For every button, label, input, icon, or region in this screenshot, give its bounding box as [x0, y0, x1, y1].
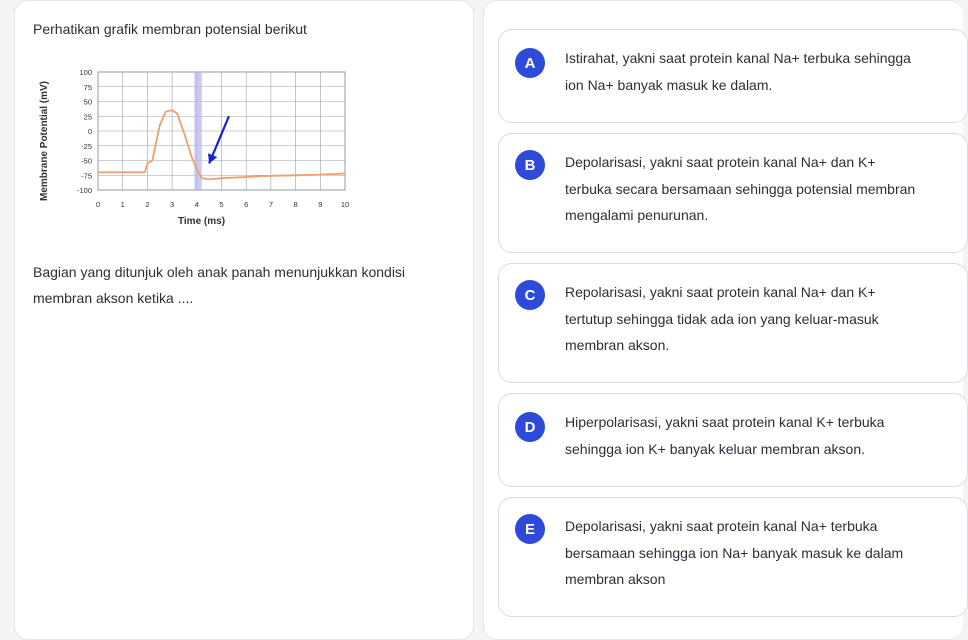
y-tick-label: 50 [83, 97, 92, 107]
y-tick-label: 100 [79, 68, 92, 77]
x-tick-label: 3 [170, 200, 175, 209]
option-text-c: Repolarisasi, yakni saat protein kanal Na+ dan K+ tertutup sehingga tidak ada ion yang keluar-masuk membran akson. [565, 284, 879, 353]
x-tick-label: 1 [120, 200, 125, 209]
y-tick-label: -50 [81, 156, 92, 166]
y-tick-label: -75 [81, 171, 92, 181]
question-title: Perhatikan grafik membran potensial berikut [33, 21, 307, 37]
x-axis-label: Time (ms) [177, 216, 226, 227]
option-letter-b: B [515, 150, 545, 180]
option-letter-e: E [515, 514, 545, 544]
x-tick-label: 6 [244, 200, 249, 209]
option-text-b: Depolarisasi, yakni saat protein kanal Na+ dan K+ terbuka secara bersamaan sehingga potensial membran mengalami penurunan. [565, 154, 916, 223]
x-tick-label: 5 [219, 200, 224, 209]
x-tick-label: 0 [95, 200, 101, 209]
x-tick-label: 9 [318, 200, 323, 209]
option-text-e: Depolarisasi, yakni saat protein kanal Na+ terbuka bersamaan sehingga ion Na+ banyak masuk ke dalam membran akson [565, 518, 904, 587]
question-body: Bagian yang ditunjuk oleh anak panah menunjukkan kondisi membran akson ketika .... [33, 264, 406, 306]
option-e[interactable] [498, 497, 968, 617]
option-text-a: Istirahat, yakni saat protein kanal Na+ terbuka sehingga ion Na+ banyak masuk ke dalam. [565, 50, 911, 93]
x-tick-label: 7 [268, 200, 273, 209]
y-tick-label: 75 [83, 82, 92, 92]
y-tick-label: 25 [83, 112, 92, 122]
y-tick-label: -25 [81, 141, 92, 151]
x-tick-label: 8 [293, 200, 298, 209]
option-text-d: Hiperpolarisasi, yakni saat protein kanal K+ terbuka sehingga ion K+ banyak keluar membran akson. [565, 414, 885, 457]
y-tick-label: 0 [87, 127, 92, 136]
option-letter-d: D [515, 412, 545, 442]
y-axis-label: Membrane Potential (mV) [39, 80, 50, 202]
option-b[interactable] [498, 133, 968, 253]
x-tick-label: 2 [145, 200, 150, 209]
option-d[interactable] [498, 393, 968, 487]
x-tick-label: 4 [194, 200, 199, 209]
option-letter-c: C [515, 280, 545, 310]
option-c[interactable] [498, 263, 968, 383]
option-a[interactable] [498, 29, 968, 123]
chart-svg [33, 56, 350, 241]
option-letter-a: A [515, 48, 545, 78]
options-panel [483, 0, 963, 640]
question-panel [14, 0, 474, 640]
membrane-potential-chart [33, 56, 350, 241]
x-tick-label: 10 [340, 200, 350, 209]
y-tick-label: -100 [76, 186, 92, 195]
